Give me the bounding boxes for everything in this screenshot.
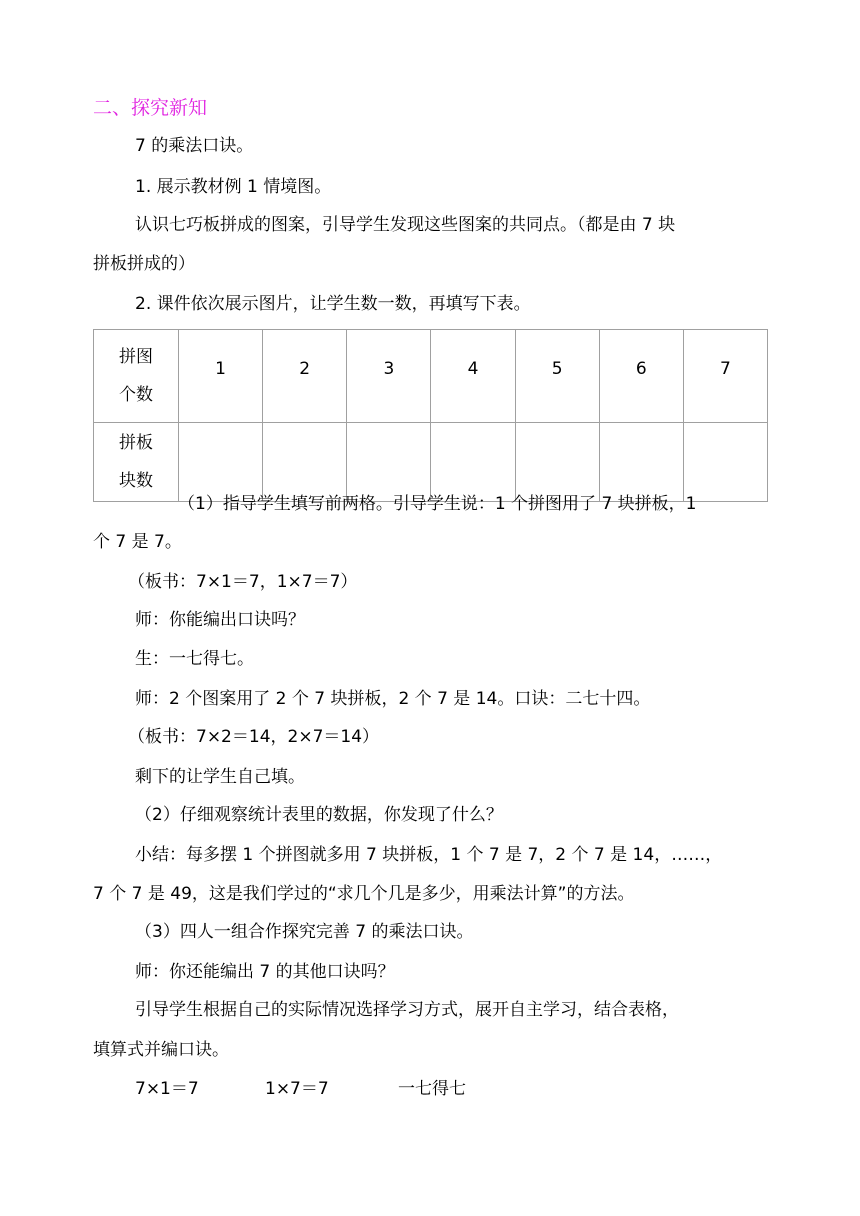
paragraph: 1. 展示教材例 1 情境图。 (135, 177, 332, 197)
table-cell-empty (683, 423, 767, 502)
paragraph: 认识七巧板拼成的图案，引导学生发现这些图案的共同点。（都是由 7 块 (135, 215, 676, 235)
paragraph-continuation: 拼板拼成的） (93, 254, 195, 274)
formula-item: 1×7＝7 (265, 1079, 329, 1099)
table-cell: 7 (683, 330, 767, 423)
puzzle-count-table (93, 329, 768, 502)
paragraph: （板书：7×1＝7，1×7＝7） (128, 572, 358, 592)
table-cell: 2 (263, 330, 347, 423)
paragraph: 师：你能编出口诀吗？ (135, 610, 305, 630)
row-header-pieces: 拼板 块数 (94, 423, 179, 502)
table-row (94, 423, 768, 502)
paragraph: （3）四人一组合作探究完善 7 的乘法口诀。 (135, 922, 474, 942)
paragraph: 师：你还能编出 7 的其他口诀吗？ (135, 962, 395, 982)
paragraph: （板书：7×2＝14，2×7＝14） (128, 727, 380, 747)
paragraph: 剩下的让学生自己填。 (135, 767, 305, 787)
table-cell-empty (263, 423, 347, 502)
paragraph: （2）仔细观察统计表里的数据，你发现了什么？ (135, 805, 503, 825)
paragraph-continuation: 填算式并编口诀。 (93, 1040, 229, 1060)
paragraph-continuation: 个 7 是 7。 (93, 532, 182, 552)
table-cell: 6 (599, 330, 683, 423)
table-cell: 1 (179, 330, 263, 423)
table-cell-empty (347, 423, 431, 502)
table-cell-empty (179, 423, 263, 502)
table-row (94, 330, 768, 423)
table-cell-empty (599, 423, 683, 502)
table-cell-empty (515, 423, 599, 502)
paragraph: （1）指导学生填写前两格。引导学生说：1 个拼图用了 7 块拼板，1 (178, 494, 697, 514)
paragraph: 7 的乘法口诀。 (135, 136, 254, 156)
paragraph: 师：2 个图案用了 2 个 7 块拼板，2 个 7 是 14。口诀：二七十四。 (135, 689, 651, 709)
paragraph: 2. 课件依次展示图片，让学生数一数，再填写下表。 (135, 294, 531, 314)
table-cell: 4 (431, 330, 515, 423)
section-heading: 二、探究新知 (93, 97, 208, 119)
row-header-puzzles: 拼图 个数 (94, 330, 179, 423)
paragraph: 引导学生根据自己的实际情况选择学习方式，展开自主学习，结合表格， (135, 1000, 679, 1020)
formula-item: 一七得七 (398, 1079, 466, 1099)
table-cell: 3 (347, 330, 431, 423)
table-cell: 5 (515, 330, 599, 423)
paragraph: 小结：每多摆 1 个拼图就多用 7 块拼板，1 个 7 是 7，2 个 7 是 14，……， (135, 845, 723, 865)
formula-item: 7×1＝7 (135, 1079, 199, 1099)
paragraph-continuation: 7 个 7 是 49，这是我们学过的“求几个几是多少，用乘法计算”的方法。 (93, 884, 635, 904)
paragraph: 生：一七得七。 (135, 649, 254, 669)
table-cell-empty (431, 423, 515, 502)
